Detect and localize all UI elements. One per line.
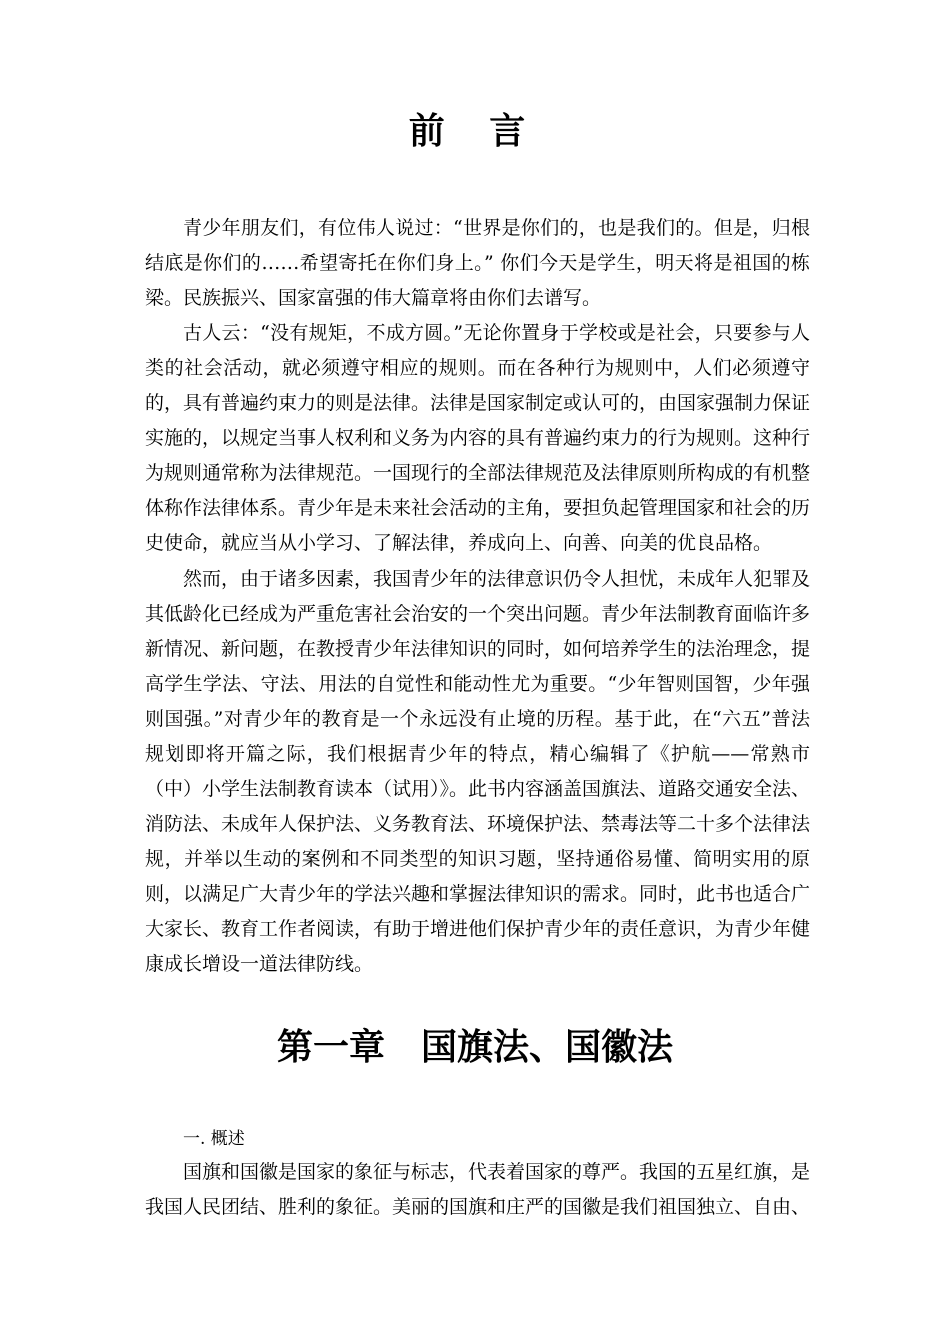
- preface-paragraph-2: 古人云：“没有规矩，不成方圆。”无论你置身于学校或是社会，只要参与人类的社会活动，就必须遵守相应的规则。而在各种行为规则中，人们必须遵守的，具有普遍约束力的则是法律。法律是国家制定或认可的，由国家强制力保证实施的，以规定当事人权利和义务为内容的具有普遍约束力的行为规则。这种行为规则通常称为法律规范。一国现行的全部法律规范及法律原则所构成的有机整体称作法律体系。青少年是未来社会活动的主角，要担负起管理国家和社会的历史使命，就应当从小学习、了解法律，养成向上、向善、向美的优良品格。: [145, 322, 811, 554]
- section-heading: 一. 概述: [183, 1129, 245, 1149]
- chapter-paragraph-1: 国旗和国徽是国家的象征与标志，代表着国家的尊严。我国的五星红旗，是我国人民团结、胜利的象征。美丽的国旗和庄严的国徽是我们祖国独立、自由、: [145, 1161, 811, 1218]
- preface-title: 前 言: [408, 111, 542, 152]
- chapter-title: 第一章 国旗法、国徽法: [276, 1027, 673, 1068]
- preface-paragraph-3: 然而，由于诸多因素，我国青少年的法律意识仍令人担忧，未成年人犯罪及其低龄化已经成为严重危害社会治安的一个突出问题。青少年法制教育面临许多新情况、新问题，在教授青少年法律知识的同时，如何培养学生的法治理念，提高学生学法、守法、用法的自觉性和能动性尤为重要。“少年智则国智，少年强则国强。”对青少年的教育是一个永远没有止境的历程。基于此，在“六五”普法规划即将开篇之际，我们根据青少年的特点，精心编辑了《护航——常熟市（中）小学生法制教育读本（试用）》。此书内容涵盖国旗法、道路交通安全法、消防法、未成年人保护法、义务教育法、环境保护法、禁毒法等二十多个法律法规，并举以生动的案例和不同类型的知识习题，坚持通俗易懂、简明实用的原则，以满足广大青少年的学法兴趣和掌握法律知识的需求。同时，此书也适合广大家长、教育工作者阅读，有助于增进他们保护青少年的责任意识，为青少年健康成长增设一道法律防线。: [145, 568, 811, 975]
- preface-paragraph-1: 青少年朋友们，有位伟人说过：“世界是你们的，也是我们的。但是，归根结底是你们的……希望寄托在你们身上。” 你们今天是学生，明天将是祖国的栋梁。民族振兴、国家富强的伟大篇章将由你们去谱写。: [145, 217, 810, 309]
